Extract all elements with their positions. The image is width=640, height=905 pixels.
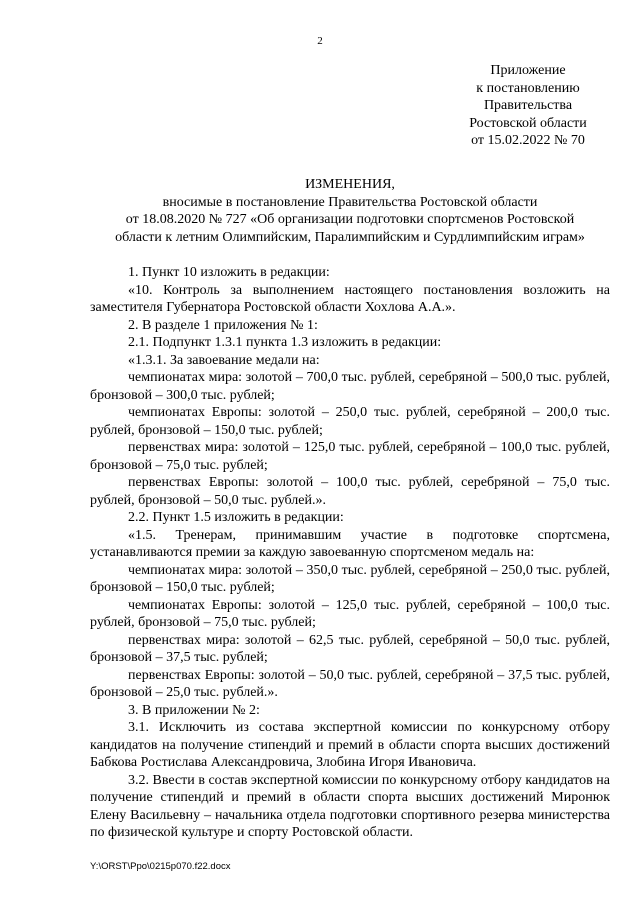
file-path-footer: Y:\ORST\Ppo\0215p070.f22.docx (90, 861, 231, 872)
document-body (90, 264, 610, 842)
paragraph: чемпионатах Европы: золотой – 125,0 тыс. рублей, серебряной – 100,0 тыс. рублей, бронзовой – 75,0 тыс. рублей; (90, 597, 610, 630)
title-line: вносимые в постановление Правительства Ростовской области (162, 194, 538, 210)
appendix-block (428, 62, 628, 150)
title-line: от 18.08.2020 № 727 «Об организации подготовки спортсменов Ростовской (125, 212, 575, 227)
paragraph: чемпионатах мира: золотой – 700,0 тыс. рублей, серебряной – 500,0 тыс. рублей, бронзовой – 300,0 тыс. рублей; (90, 370, 610, 403)
appendix-line: Приложение (490, 63, 566, 78)
paragraph: 3.2. Ввести в состав экспертной комиссии по конкурсному отбору кандидатов на получение стипендий и премий в области спорта высших достижений Миронюк Елену Васильевну – начальника отдела подготовки спортивного резерва министерства по физической культуре и спорту Ростовской области. (90, 772, 610, 840)
page-number: 2 (317, 35, 323, 47)
paragraph: «1.5. Тренерам, принимавшим участие в подготовке спортсмена, устанавливаются премии за каждую завоеванную спортсменом медаль на: (90, 527, 610, 560)
paragraph: 3. В приложении № 2: (128, 702, 260, 718)
appendix-line: от 15.02.2022 № 70 (471, 133, 585, 148)
title-heading: ИЗМЕНЕНИЯ, (305, 177, 395, 192)
appendix-line: к постановлению (476, 80, 580, 96)
paragraph: первенствах мира: золотой – 62,5 тыс. рублей, серебряной – 50,0 тыс. рублей, бронзовой – 37,5 тыс. рублей; (90, 632, 610, 665)
paragraph: 3.1. Исключить из состава экспертной комиссии по конкурсному отбору кандидатов на получение стипендий и премий в области спорта высших достижений Бабкова Ростислава Александровича, Злобина Игоря Ивановича. (90, 720, 610, 770)
paragraph: 2. В разделе 1 приложения № 1: (128, 317, 318, 333)
paragraph: «10. Контроль за выполнением настоящего постановления возложить на заместителя Губернатора Ростовской области Хохлова А.А.». (90, 282, 610, 315)
paragraph: первенствах Европы: золотой – 50,0 тыс. рублей, серебряной – 37,5 тыс. рублей, бронзовой – 25,0 тыс. рублей.». (90, 667, 610, 700)
paragraph: первенствах Европы: золотой – 100,0 тыс. рублей, серебряной – 75,0 тыс. рублей, бронзовой – 50,0 тыс. рублей.». (90, 475, 610, 508)
paragraph: 2.2. Пункт 1.5 изложить в редакции: (128, 510, 344, 525)
paragraph: чемпионатах Европы: золотой – 250,0 тыс. рублей, серебряной – 200,0 тыс. рублей, бронзовой – 150,0 тыс. рублей; (90, 405, 610, 438)
paragraph: чемпионатах мира: золотой – 350,0 тыс. рублей, серебряной – 250,0 тыс. рублей, бронзовой – 150,0 тыс. рублей; (90, 562, 610, 595)
appendix-line: Правительства (483, 98, 573, 113)
title-line: области к летним Олимпийским, Паралимпийским и Сурдлимпийским играм» (115, 229, 585, 245)
paragraph: 1. Пункт 10 изложить в редакции: (128, 265, 330, 280)
paragraph: 2.1. Подпункт 1.3.1 пункта 1.3 изложить в редакции: (128, 335, 442, 350)
appendix-line: Ростовской области (469, 115, 587, 131)
document-title (90, 176, 610, 246)
paragraph: «1.3.1. За завоевание медали на: (128, 352, 320, 368)
paragraph: первенствах мира: золотой – 125,0 тыс. рублей, серебряной – 100,0 тыс. рублей, бронзовой – 75,0 тыс. рублей; (90, 440, 610, 473)
